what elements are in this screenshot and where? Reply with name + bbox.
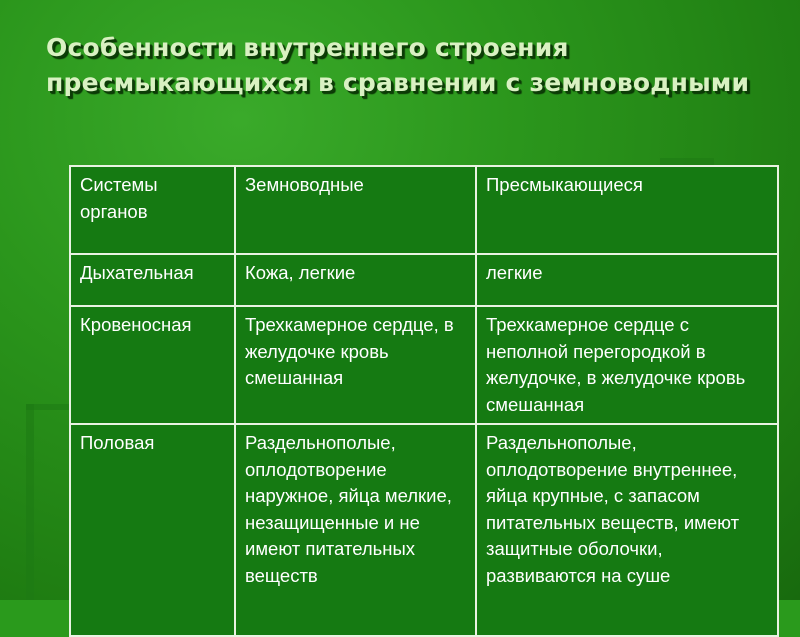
table-cell: Половая — [70, 424, 235, 636]
header-cell: Пресмыкающиеся — [476, 166, 778, 254]
table-cell: Кожа, легкие — [235, 254, 476, 306]
table-row — [70, 424, 778, 636]
table-cell: легкие — [476, 254, 778, 306]
table-cell: Раздельнополые, оплодотворение внутреннее, яйца крупные, с запасом питательных веществ, имеют защитные оболочки, развиваются на суше — [476, 424, 778, 636]
comparison-table — [69, 165, 777, 637]
table-cell: Раздельнополые, оплодотворение наружное, яйца мелкие, незащищенные и не имеют питательных веществ — [235, 424, 476, 636]
decorative-line — [26, 404, 34, 600]
table — [69, 165, 779, 637]
header-cell: Системы органов — [70, 166, 235, 254]
header-cell: Земноводные — [235, 166, 476, 254]
table-row — [70, 306, 778, 424]
table-header-row — [70, 166, 778, 254]
table-cell: Дыхательная — [70, 254, 235, 306]
table-cell: Трехкамерное сердце с неполной перегородкой в желудочке, в желудочке кровь смешанная — [476, 306, 778, 424]
table-row — [70, 254, 778, 306]
slide-title: Особенности внутреннего строения пресмыкающихся в сравнении с земноводными — [46, 33, 750, 97]
table-cell: Трехкамерное сердце, в желудочке кровь смешанная — [235, 306, 476, 424]
table-cell: Кровеносная — [70, 306, 235, 424]
